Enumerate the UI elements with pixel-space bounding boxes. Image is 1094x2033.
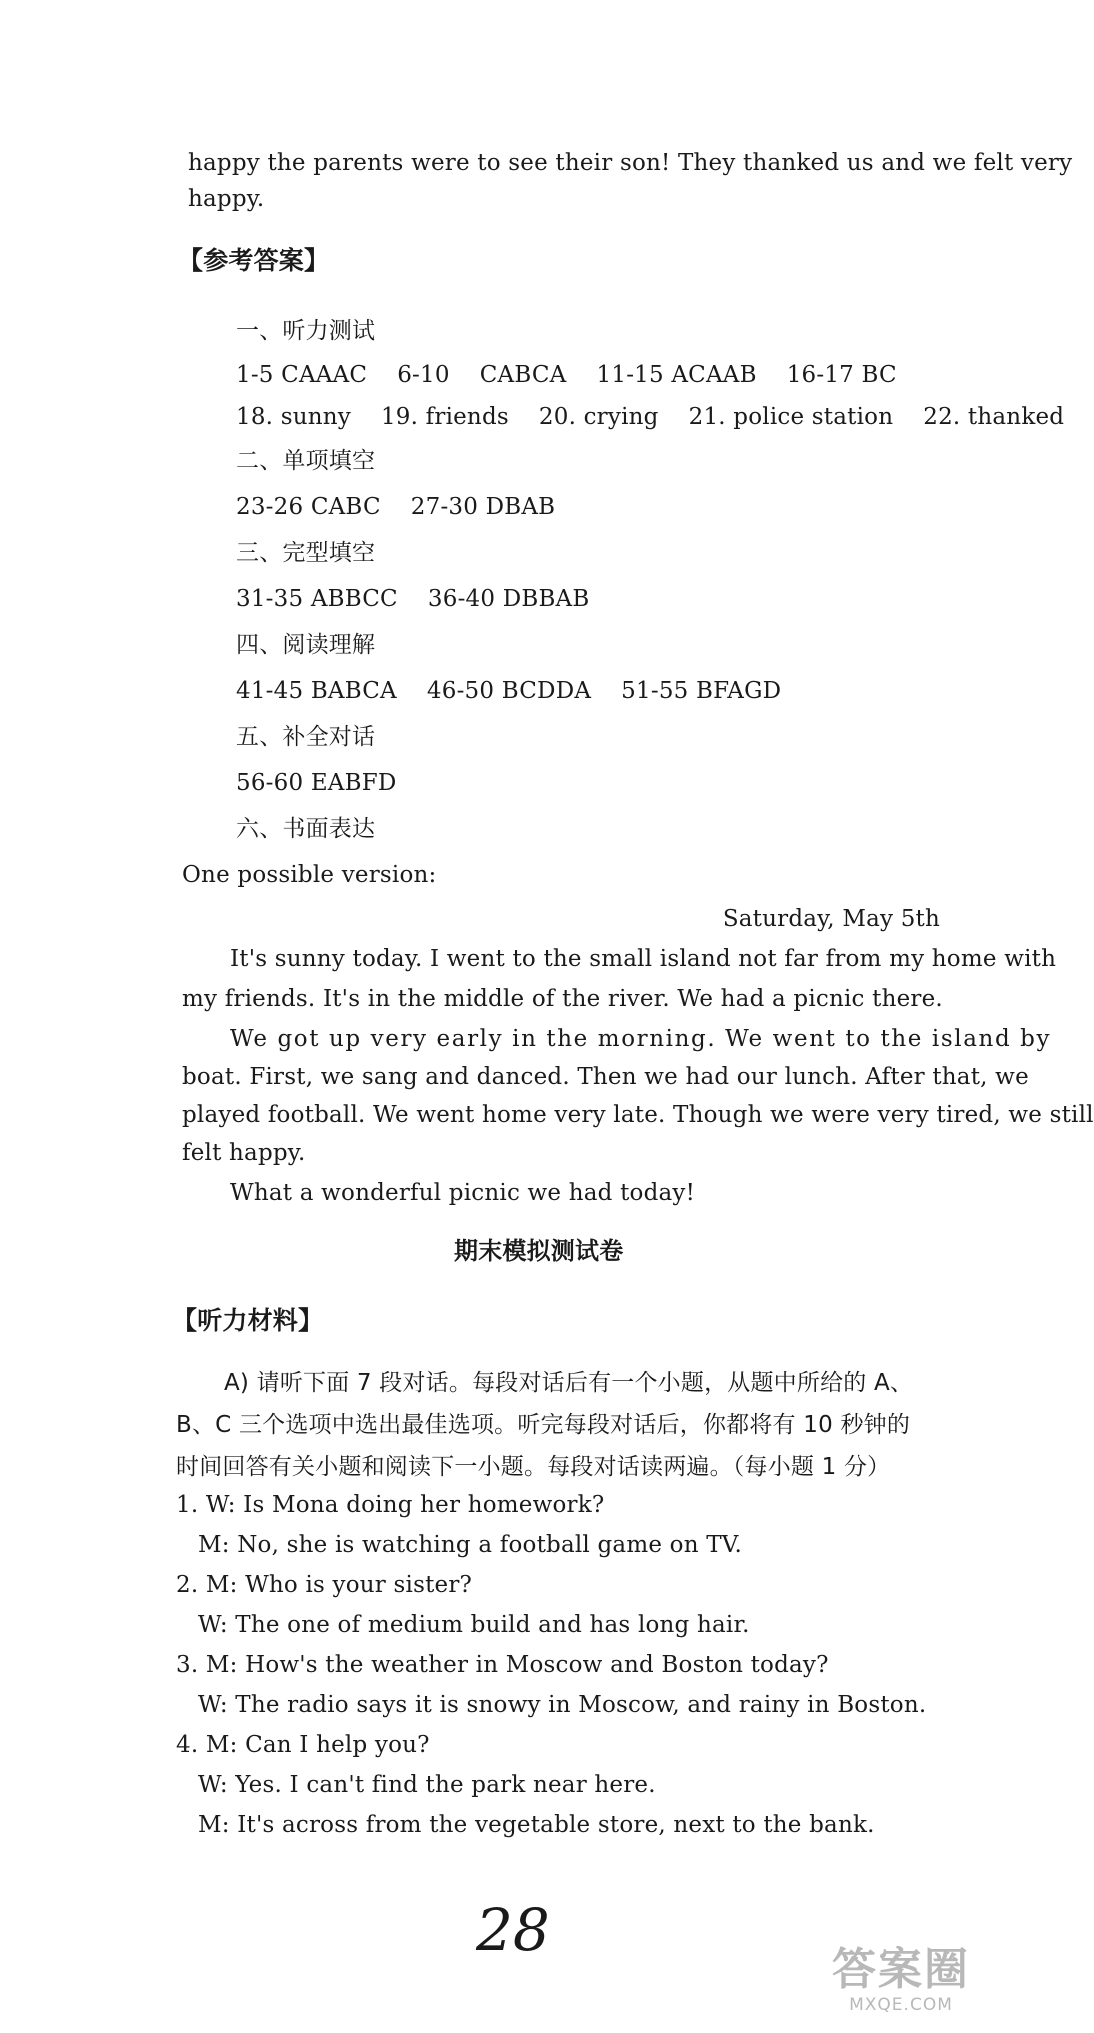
answer-line: 23-26 CABC 27-30 DBAB	[236, 494, 556, 520]
dialogue-line: W: The radio says it is snowy in Moscow, and rainy in Boston.	[198, 1692, 927, 1718]
watermark-main-text: 答案圈	[832, 1944, 970, 1995]
sample-intro: One possible version:	[182, 862, 437, 888]
instruction-line: 时间回答有关小题和阅读下一小题。每段对话读两遍。（每小题 1 分）	[176, 1454, 891, 1480]
dialogue-line: 1. W: Is Mona doing her homework?	[176, 1492, 605, 1518]
sample-date: Saturday, May 5th	[722, 906, 940, 932]
dialogue-line: 2. M: Who is your sister?	[176, 1572, 473, 1598]
dialogue-heading: 五、补全对话	[236, 724, 376, 750]
watermark-sub-text: MXQE.COM	[849, 1995, 953, 2015]
answer-line: 1-5 CAAAC 6-10 CABCA 11-15 ACAAB 16-17 BC	[236, 362, 897, 388]
text-line: happy.	[188, 186, 265, 212]
instruction-line: B、C 三个选项中选出最佳选项。听完每段对话后，你都将有 10 秒钟的	[176, 1412, 911, 1438]
reading-heading: 四、阅读理解	[236, 632, 376, 658]
cloze-heading: 三、完型填空	[236, 540, 376, 566]
essay-line: played football. We went home very late. Though we were very tired, we still	[182, 1102, 1094, 1128]
essay-line: felt happy.	[182, 1140, 306, 1166]
answer-line: 18. sunny 19. friends 20. crying 21. police station 22. thanked	[236, 404, 1065, 430]
essay-line: my friends. It's in the middle of the river. We had a picnic there.	[182, 986, 943, 1012]
dialogue-line: 4. M: Can I help you?	[176, 1732, 430, 1758]
essay-line: What a wonderful picnic we had today!	[230, 1180, 696, 1206]
dialogue-line: M: No, she is watching a football game on TV.	[198, 1532, 743, 1558]
dialogue-line: W: Yes. I can't find the park near here.	[198, 1772, 656, 1798]
exam-title: 期末模拟测试卷	[454, 1237, 624, 1265]
answer-line: 41-45 BABCA 46-50 BCDDA 51-55 BFAGD	[236, 678, 782, 704]
essay-line: It's sunny today. I went to the small island not far from my home with	[230, 946, 1057, 972]
answers-heading: 【参考答案】	[178, 246, 330, 275]
essay-line: We got up very early in the morning. We went to the island by	[230, 1026, 1052, 1052]
writing-heading: 六、书面表达	[236, 816, 376, 842]
dialogue-line: 3. M: How's the weather in Moscow and Boston today?	[176, 1652, 829, 1678]
dialogue-line: M: It's across from the vegetable store, next to the bank.	[198, 1812, 875, 1838]
single-choice-heading: 二、单项填空	[236, 448, 376, 474]
listening-material-heading: 【听力材料】	[172, 1306, 324, 1335]
page-number: 28	[476, 1896, 550, 1964]
watermark-logo	[816, 1945, 986, 2025]
instruction-line: A) 请听下面 7 段对话。每段对话后有一个小题，从题中所给的 A、	[224, 1370, 914, 1396]
answer-line: 56-60 EABFD	[236, 770, 397, 796]
essay-line: boat. First, we sang and danced. Then we had our lunch. After that, we	[182, 1064, 1029, 1090]
answer-line: 31-35 ABBCC 36-40 DBBAB	[236, 586, 590, 612]
listening-test-heading: 一、听力测试	[236, 318, 376, 344]
dialogue-line: W: The one of medium build and has long hair.	[198, 1612, 750, 1638]
text-line: happy the parents were to see their son! They thanked us and we felt very	[188, 150, 1073, 176]
